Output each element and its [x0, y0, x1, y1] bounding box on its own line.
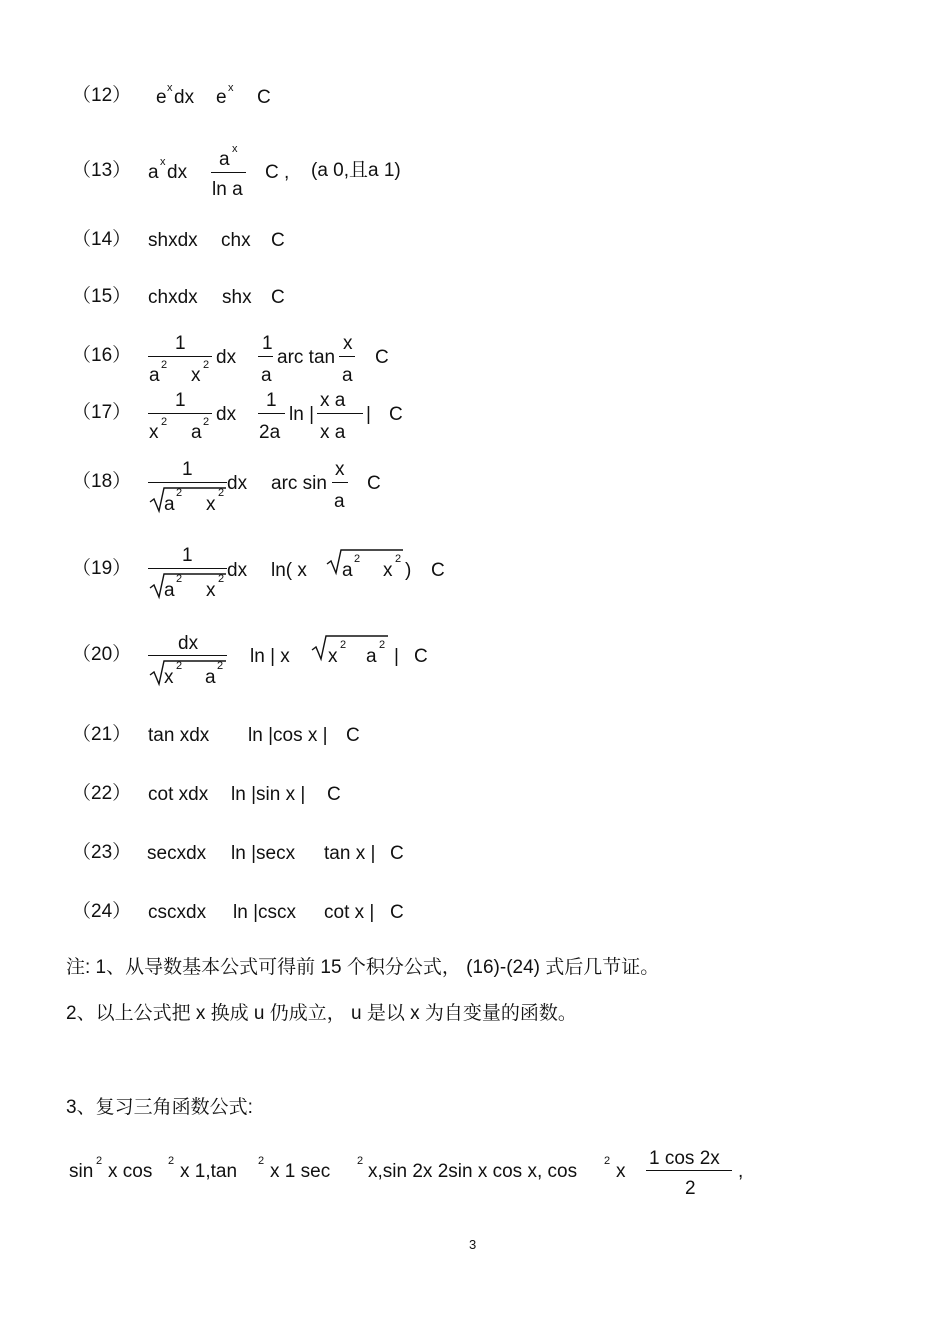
- trig-sup-5: 2: [604, 1155, 611, 1167]
- formula-20-radical-sign: [148, 658, 228, 688]
- formula-24-constant: C: [390, 902, 404, 923]
- formula-13-condition: (a 0,且a 1): [311, 160, 401, 181]
- formula-18-r2-num: x: [335, 459, 345, 480]
- formula-20-abs-bar: |: [394, 646, 399, 667]
- formula-18-constant: C: [367, 473, 381, 494]
- trig-fraction-bar: [646, 1170, 732, 1171]
- formula-19-rhs-radical-sign: [325, 547, 405, 577]
- formula-18-lhs-num: 1: [182, 459, 193, 480]
- formula-14-constant: C: [271, 230, 285, 251]
- formula-20-lhs-num: dx: [178, 633, 199, 654]
- formula-17-number: （17）: [72, 402, 132, 423]
- formula-19-lhs-num: 1: [182, 545, 193, 566]
- formula-18-dx: dx: [227, 473, 248, 494]
- formula-16-number: （16）: [72, 345, 132, 366]
- formula-17-lhs-bar: [148, 413, 212, 414]
- formula-22-lhs: cot xdx: [148, 784, 209, 805]
- formula-18-r2-bar: [332, 482, 348, 483]
- formula-17-lhs-den-a-sup: 2: [203, 416, 210, 428]
- formula-18-radical-sign: [148, 485, 228, 515]
- note-3: 3、复习三角函数公式:: [66, 1097, 253, 1118]
- formula-16-r-num: 1: [262, 333, 273, 354]
- formula-19-r-rad-x-sup: 2: [395, 553, 402, 565]
- formula-13-lhs: a: [148, 162, 159, 183]
- formula-17-r-num: 1: [266, 390, 277, 411]
- formula-22-number: （22）: [72, 783, 132, 804]
- formula-12-lhs-sup: x: [167, 82, 173, 94]
- formula-14-number: （14）: [72, 229, 132, 250]
- formula-23-constant: C: [390, 843, 404, 864]
- formula-17-ln: ln |: [289, 404, 315, 425]
- formula-24-rhs: ln |cscx: [233, 902, 297, 923]
- formula-16-lhs-bar: [148, 356, 212, 357]
- formula-16-r-bar: [258, 356, 273, 357]
- formula-19-close-paren: ): [405, 560, 412, 581]
- formula-16-r2-bar: [339, 356, 355, 357]
- formula-13-number: （13）: [72, 160, 132, 181]
- formula-13-frac-num-sup: x: [232, 143, 238, 155]
- formula-23-lhs: secxdx: [147, 843, 207, 864]
- formula-24-rhs2: cot x |: [324, 902, 375, 923]
- trig-part-1: x cos: [108, 1161, 153, 1182]
- trig-sin: sin: [69, 1161, 94, 1182]
- formula-16-dx: dx: [216, 347, 237, 368]
- trig-part-4: x,sin 2x 2sin x cos x, cos: [368, 1161, 578, 1182]
- trig-part-2: x 1,tan: [180, 1161, 238, 1182]
- formula-12-rhs-sup: x: [228, 82, 234, 94]
- formula-18-rad-a: a: [164, 494, 175, 515]
- formula-20-constant: C: [414, 646, 428, 667]
- formula-24-lhs: cscxdx: [148, 902, 207, 923]
- formula-21-rhs: ln |cos x |: [248, 725, 328, 746]
- formula-13-fraction-bar: [211, 172, 246, 173]
- formula-20-rad-x-sup: 2: [176, 660, 183, 672]
- trig-sup-1: 2: [96, 1155, 103, 1167]
- formula-17-r2-num: x a: [320, 390, 346, 411]
- formula-17-lhs-den-a: a: [191, 422, 202, 443]
- formula-13-lhs-sup: x: [160, 156, 166, 168]
- formula-17-lhs-den-x: x: [149, 422, 159, 443]
- formula-13-lhs-tail: dx: [167, 162, 188, 183]
- formula-15-constant: C: [271, 287, 285, 308]
- formula-16-r2-num: x: [343, 333, 353, 354]
- formula-19-rad-a: a: [164, 580, 175, 601]
- formula-13-frac-den: ln a: [212, 179, 243, 200]
- formula-15-rhs: shx: [222, 287, 252, 308]
- formula-17-lhs-den-x-sup: 2: [161, 416, 168, 428]
- formula-13-frac-num: a: [219, 149, 230, 170]
- formula-15-number: （15）: [72, 286, 132, 307]
- formula-21-number: （21）: [72, 724, 132, 745]
- formula-20-rad-a: a: [205, 667, 216, 688]
- formula-19-lhs-bar: [148, 568, 227, 569]
- formula-20-r-rad-x: x: [328, 646, 338, 667]
- formula-12-lhs-tail: dx: [174, 87, 195, 108]
- formula-19-ln: ln( x: [271, 560, 307, 581]
- note-1: 注: 1、从导数基本公式可得前 15 个积分公式， (16)-(24) 式后几节证。: [66, 957, 660, 978]
- trig-end: ,: [738, 1161, 744, 1182]
- formula-16-constant: C: [375, 347, 389, 368]
- trig-frac-den: 2: [685, 1178, 696, 1199]
- formula-18-rad-x-sup: 2: [218, 487, 225, 499]
- formula-20-r-rad-a: a: [366, 646, 377, 667]
- formula-16-arctan: arc tan: [277, 347, 336, 368]
- trig-frac-num: 1 cos 2x: [649, 1148, 720, 1169]
- formula-19-number: （19）: [72, 558, 132, 579]
- formula-20-r-rad-x-sup: 2: [340, 639, 347, 651]
- formula-20-r-rad-a-sup: 2: [379, 639, 386, 651]
- formula-19-r-rad-a: a: [342, 560, 353, 581]
- formula-19-rad-a-sup: 2: [176, 573, 183, 585]
- formula-16-r-den: a: [261, 365, 272, 386]
- formula-19-radical-sign: [148, 571, 228, 601]
- formula-21-lhs: tan xdx: [148, 725, 210, 746]
- formula-14-rhs: chx: [221, 230, 251, 251]
- formula-15-lhs: chxdx: [148, 287, 198, 308]
- formula-19-rad-x-sup: 2: [218, 573, 225, 585]
- formula-12-lhs: e: [156, 87, 167, 108]
- formula-18-r2-den: a: [334, 491, 345, 512]
- formula-16-lhs-den-x-sup: 2: [203, 359, 210, 371]
- trig-part-5: x: [616, 1161, 626, 1182]
- formula-19-r-rad-a-sup: 2: [354, 553, 361, 565]
- formula-20-lhs-bar: [148, 655, 227, 656]
- formula-13-constant: C ,: [265, 162, 290, 183]
- formula-12-constant: C: [257, 87, 271, 108]
- formula-16-lhs-num: 1: [175, 333, 186, 354]
- formula-18-lhs-bar: [148, 482, 227, 483]
- formula-14-lhs: shxdx: [148, 230, 198, 251]
- formula-17-abs-bar: |: [366, 404, 371, 425]
- formula-23-rhs: ln |secx: [231, 843, 296, 864]
- formula-20-rad-x: x: [164, 667, 174, 688]
- formula-23-rhs2: tan x |: [324, 843, 376, 864]
- formula-17-lhs-num: 1: [175, 390, 186, 411]
- formula-19-dx: dx: [227, 560, 248, 581]
- formula-19-constant: C: [431, 560, 445, 581]
- formula-16-lhs-den-x: x: [191, 365, 201, 386]
- formula-20-ln: ln | x: [250, 646, 290, 667]
- formula-17-r2-bar: [317, 413, 363, 414]
- formula-18-arcsin: arc sin: [271, 473, 327, 494]
- formula-12-rhs: e: [216, 87, 227, 108]
- formula-20-number: （20）: [72, 644, 132, 665]
- formula-18-number: （18）: [72, 471, 132, 492]
- formula-19-rad-x: x: [206, 580, 216, 601]
- formula-17-r-den: 2a: [259, 422, 281, 443]
- trig-sup-3: 2: [258, 1155, 265, 1167]
- formula-21-constant: C: [346, 725, 360, 746]
- formula-16-r2-den: a: [342, 365, 353, 386]
- formula-20-rad-a-sup: 2: [217, 660, 224, 672]
- formula-17-r2-den: x a: [320, 422, 346, 443]
- formula-20-rhs-radical-sign: [310, 633, 390, 663]
- formula-16-lhs-den-a-sup: 2: [161, 359, 168, 371]
- formula-24-number: （24）: [72, 901, 132, 922]
- trig-sup-2: 2: [168, 1155, 175, 1167]
- page-number: 3: [469, 1237, 477, 1252]
- formula-23-number: （23）: [72, 842, 132, 863]
- note-2: 2、以上公式把 x 换成 u 仍成立， u 是以 x 为自变量的函数。: [66, 1003, 577, 1024]
- trig-part-3: x 1 sec: [270, 1161, 331, 1182]
- formula-17-dx: dx: [216, 404, 237, 425]
- formula-22-constant: C: [327, 784, 341, 805]
- formula-18-rad-x: x: [206, 494, 216, 515]
- formula-22-rhs: ln |sin x |: [231, 784, 306, 805]
- formula-18-rad-a-sup: 2: [176, 487, 183, 499]
- trig-sup-4: 2: [357, 1155, 364, 1167]
- formula-17-constant: C: [389, 404, 403, 425]
- formula-19-r-rad-x: x: [383, 560, 393, 581]
- formula-16-lhs-den-a: a: [149, 365, 160, 386]
- formula-17-r-bar: [258, 413, 285, 414]
- formula-12-number: （12）: [72, 85, 132, 106]
